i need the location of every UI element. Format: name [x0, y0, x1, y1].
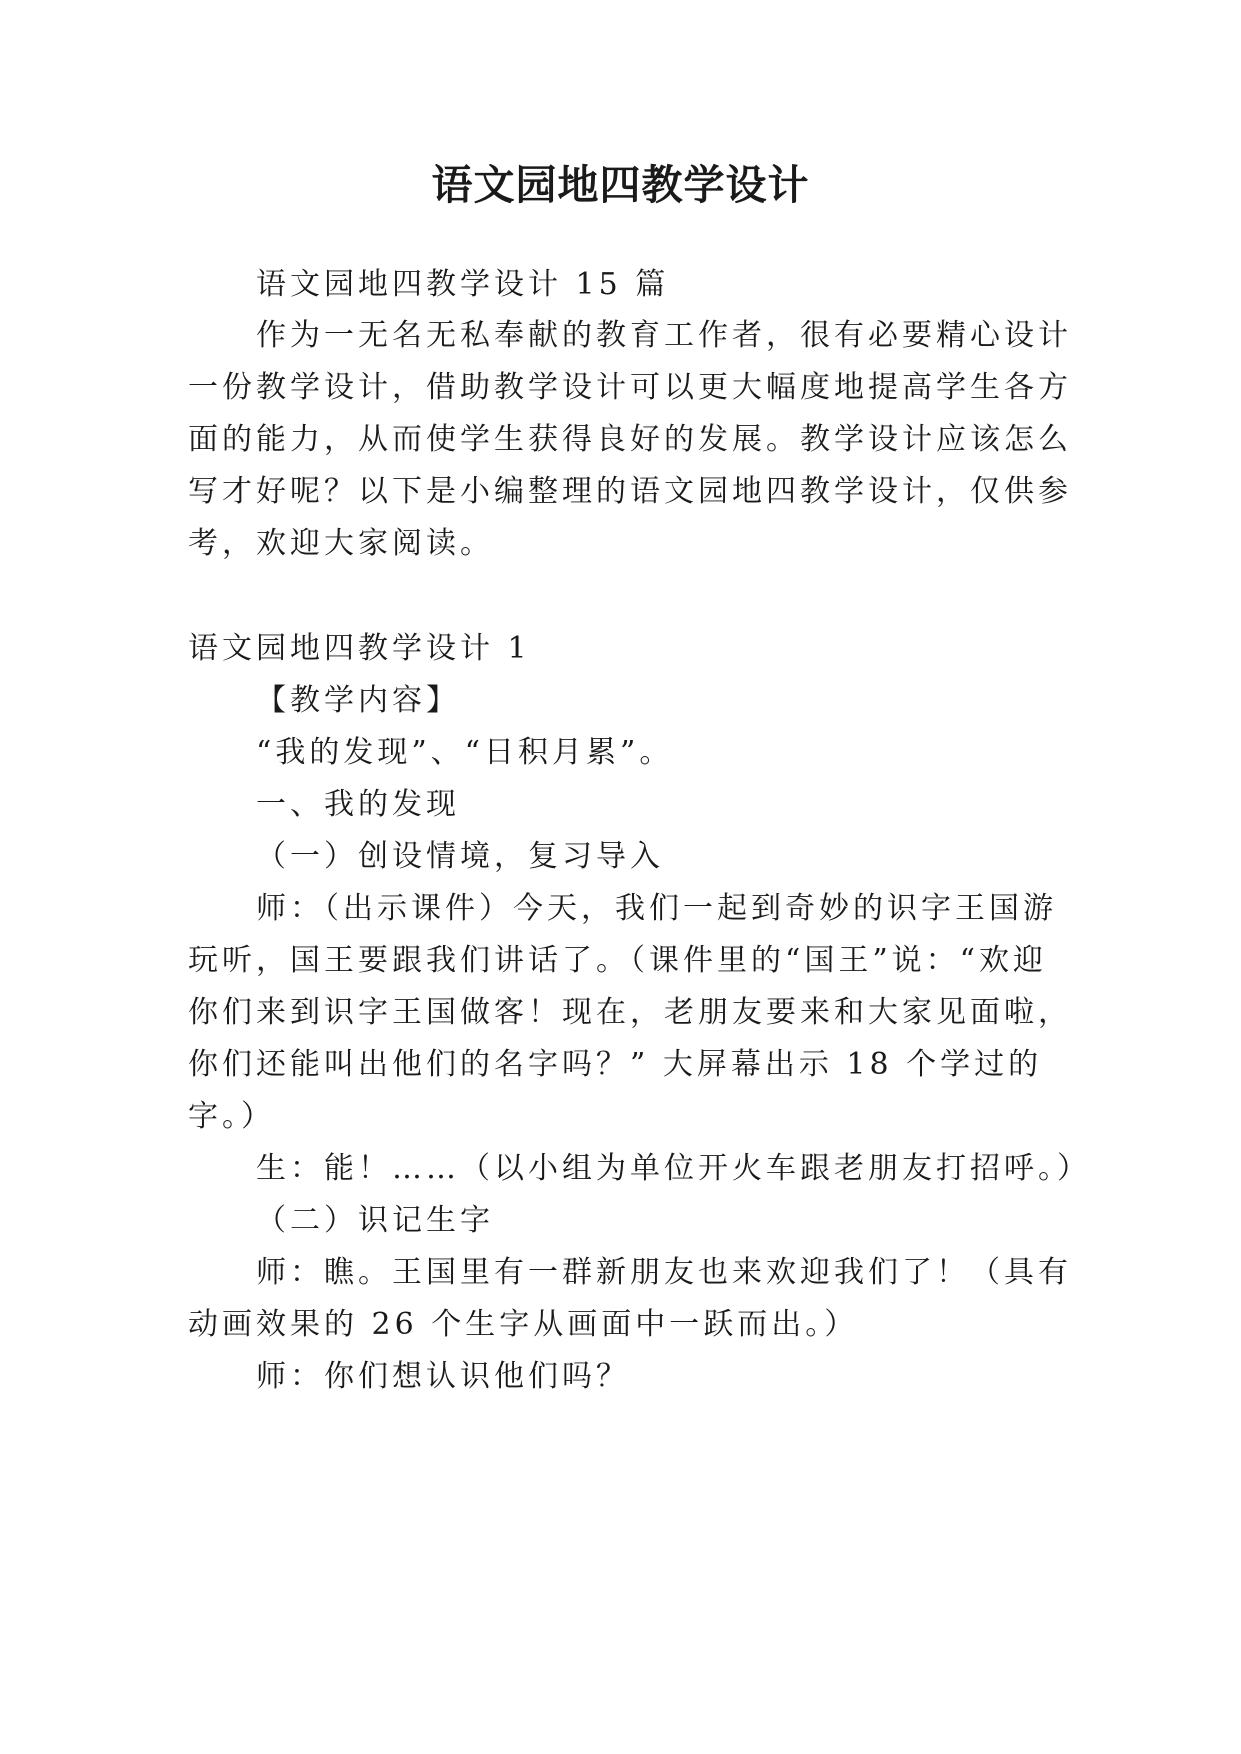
paragraph-line: 面的能力，从而使学生获得良好的发展。教学设计应该怎么: [188, 422, 1072, 457]
paragraph-line: （二）识记生字: [256, 1203, 494, 1238]
section-heading: 语文园地四教学设计 1: [188, 631, 531, 666]
subtitle-line: 语文园地四教学设计 15 篇: [256, 267, 670, 302]
paragraph-line: 玩听，国王要跟我们讲话了。（课件里的“国王”说：“欢迎: [188, 943, 1048, 978]
paragraph-line: 动画效果的 26 个生字从画面中一跃而出。）: [188, 1307, 859, 1342]
paragraph-line: 作为一无名无私奉献的教育工作者，很有必要精心设计: [256, 318, 1072, 353]
paragraph-line: 写才好呢？以下是小编整理的语文园地四教学设计，仅供参: [188, 474, 1072, 509]
paragraph-line: 你们还能叫出他们的名字吗？” 大屏幕出示 18 个学过的: [188, 1047, 1043, 1082]
paragraph-line: 一份教学设计，借助教学设计可以更大幅度地提高学生各方: [188, 370, 1072, 405]
paragraph-line: “我的发现”、“日积月累”。: [256, 735, 674, 770]
paragraph-line: 你们来到识字王国做客！现在，老朋友要来和大家见面啦，: [188, 995, 1072, 1030]
paragraph-line: （一）创设情境，复习导入: [256, 839, 664, 874]
paragraph-line: 生：能！……（以小组为单位开火车跟老朋友打招呼。）: [256, 1151, 1091, 1186]
paragraph-line: 师：你们想认识他们吗？: [256, 1359, 630, 1394]
paragraph-line: 考，欢迎大家阅读。: [188, 526, 494, 561]
paragraph-line: 一、我的发现: [256, 787, 460, 822]
paragraph-line: 【教学内容】: [256, 683, 460, 718]
document-title: 语文园地四教学设计: [431, 161, 810, 209]
paragraph-line: 师：（出示课件）今天，我们一起到奇妙的识字王国游: [256, 891, 1057, 926]
paragraph-line: 字。）: [188, 1099, 275, 1134]
paragraph-line: 师：瞧。王国里有一群新朋友也来欢迎我们了！（具有: [256, 1255, 1072, 1290]
